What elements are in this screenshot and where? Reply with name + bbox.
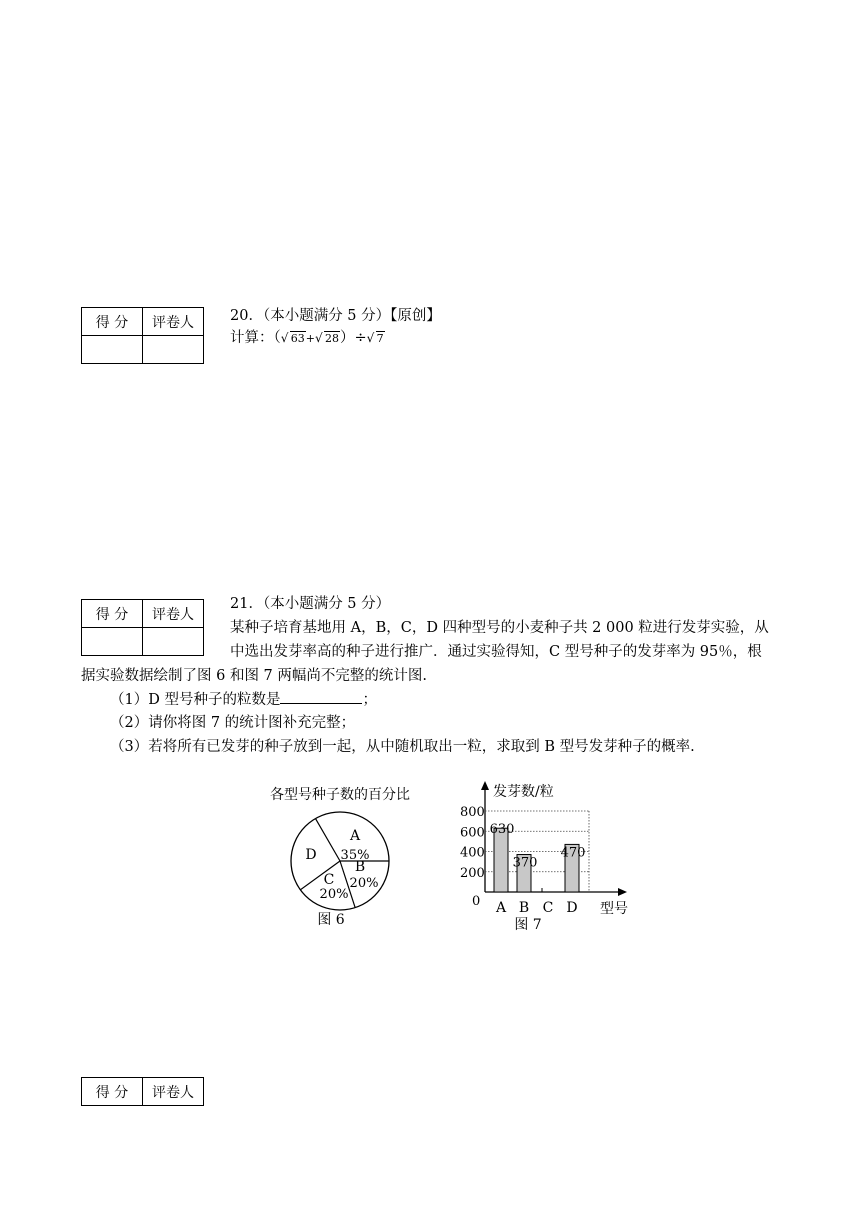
sub1-end: ； [362,692,377,708]
pie-slice-label-C: C [323,872,335,888]
q20-expression [230,327,385,350]
x-axis-arrow-icon [618,888,627,896]
q21-heading: 21．（本小题满分 5 分） [230,596,391,612]
q21-sub3: （3）若将所有已发芽的种子放到一起，从中随机取出一粒，求取到 B 型号发芽种子的概率. [110,739,695,755]
x-tick-label-C: C [542,900,554,916]
pie-slice-label-A: A [349,828,361,844]
pie-slice-divider [316,819,341,861]
q21-line3: 据实验数据绘制了图 6 和图 7 两幅尚不完整的统计图. [81,668,427,684]
plus-sign: + [305,332,315,345]
q21-line2: 中选出发芽率高的种子进行推广．通过实验得知，C 型号种子的发芽率为 95％，根 [230,644,762,660]
pie-slice-value-B: 20% [349,876,379,891]
bar-xlabel: 型号 [600,901,628,917]
q21-sub2: （2）请你将图 7 的统计图补充完整； [110,715,356,731]
y-tick-label: 200 [460,865,485,881]
bar-value-label-A: 630 [489,822,515,838]
sqrt-28: √ 28 [315,328,340,350]
sqrt-7: √ 7 [367,328,385,350]
y-tick-label: 600 [460,825,485,841]
q21-line1: 某种子培育基地用 A，B，C，D 四种型号的小麦种子共 2 000 粒进行发芽实验，从 [230,620,769,636]
score-label: 得 分 [82,1078,143,1106]
score-box-q20 [81,307,204,364]
bar-ylabel: 发芽数/粒 [493,784,554,800]
score-label: 得 分 [82,308,143,336]
bar-caption: 图 7 [514,917,542,933]
pie-slice-label-B: B [354,859,366,875]
bar-value-label-D: 470 [560,845,586,861]
score-cell[interactable] [82,336,143,364]
score-box-q21 [81,599,204,656]
y-tick-label: 0 [472,894,481,909]
grader-cell[interactable] [143,628,204,656]
pie-slice-value-C: 20% [319,887,349,902]
close-divide: ）÷ [339,330,367,346]
answer-blank[interactable] [280,689,362,704]
pie-slice-value-A: 35% [340,848,370,863]
y-axis-arrow-icon [481,781,489,790]
pie-slice-label-D: D [305,847,317,863]
sub1-text: （1）D 型号种子的粒数是 [110,692,281,708]
q20-heading: 20．（本小题满分 5 分）【原创】 [230,308,441,324]
bar-A [494,828,508,892]
pie-caption: 图 6 [317,912,345,928]
grader-label: 评卷人 [143,600,204,628]
bar-chart-figure7 [450,775,640,935]
pie-title: 各型号种子数的百分比 [270,787,410,803]
x-tick-label-B: B [518,900,530,916]
x-tick-label-D: D [566,900,578,916]
score-box-q22 [81,1077,204,1106]
calc-prefix: 计算：（ [230,330,281,346]
y-tick-label: 800 [460,805,485,820]
grader-label: 评卷人 [143,308,204,336]
grader-cell[interactable] [143,336,204,364]
y-tick-label: 400 [460,845,485,861]
x-tick-label-A: A [495,900,507,916]
score-label: 得 分 [82,600,143,628]
sqrt-63: √ 63 [281,328,306,350]
q21-sub1 [110,689,377,711]
score-cell[interactable] [82,628,143,656]
grader-label: 评卷人 [143,1078,204,1106]
bar-value-label-B: 370 [512,855,538,871]
pie-chart-figure6 [250,780,440,935]
